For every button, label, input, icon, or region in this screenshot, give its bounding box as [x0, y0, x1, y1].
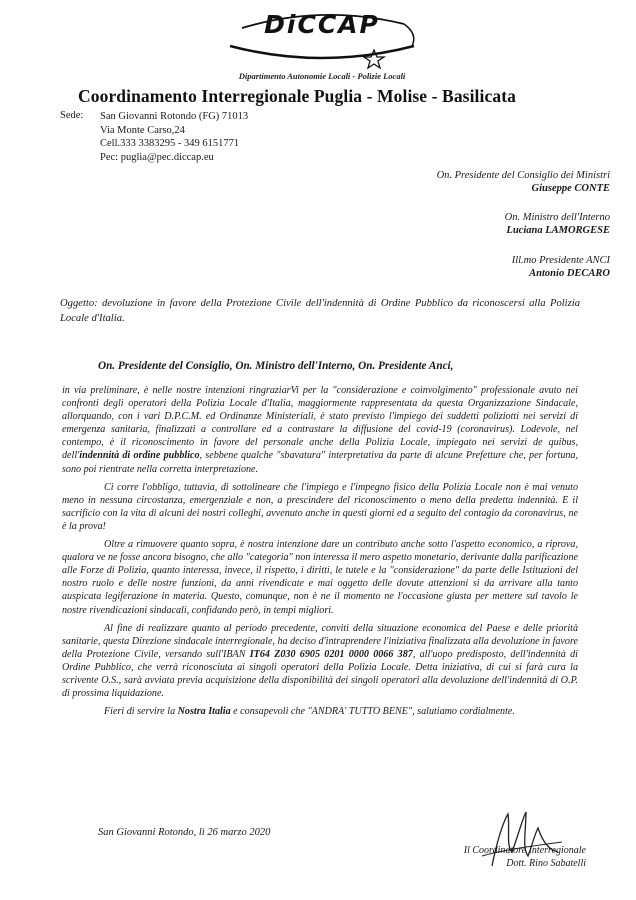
- sede-line: San Giovanni Rotondo (FG) 71013: [100, 111, 249, 122]
- body-text: , all'uopo predisposto, dell'indennità di Ordine Pubblico, che verrà riconosciuta ai singoli operatori della Polizia Locale. Detta iniziativa, di cui si farà cura la scrivente O.S., sarà avviata previa acquisizione della disponibilità dei singoli operatori alla devoluzione dell'indennità di O.P. di prossima liquidazione.: [62, 648, 578, 700]
- recipient-title: On. Presidente del Consiglio dei Ministri: [436, 170, 610, 181]
- recipient-name: Luciana LAMORGESE: [506, 224, 610, 236]
- recipient-title: Ill.mo Presidente ANCI: [511, 255, 610, 266]
- body-paragraph: [62, 384, 578, 476]
- recipient-title: On. Ministro dell'Interno: [504, 212, 610, 223]
- letterhead-heading: Coordinamento Interregionale Puglia - Molise - Basilicata: [78, 86, 516, 106]
- department-subtitle: Dipartimento Autonomie Locali - Polizie Locali: [238, 71, 406, 81]
- place-date: San Giovanni Rotondo, lì 26 marzo 2020: [98, 827, 271, 838]
- sede-label: Sede:: [60, 110, 84, 121]
- sede-line: Cell.333 3383295 - 349 6151771: [100, 138, 240, 150]
- signatory-block: [464, 844, 586, 870]
- body-bold-text: indennità di ordine pubblico: [79, 450, 200, 462]
- iban-text: IT64 Z030 6905 0201 0000 0066 387: [249, 648, 413, 660]
- recipient-block: [512, 255, 610, 280]
- subject-line: Oggetto: devoluzione in favore della Protezione Civile dell'indennità di Ordine Pubblico da riconoscersi alla Polizia Locale d'Italia.: [60, 298, 580, 324]
- signatory-role: Il Coordinatore Interregionale: [463, 845, 586, 856]
- diccap-logo: [222, 6, 422, 72]
- body-paragraph: [62, 622, 578, 701]
- body-paragraph: Ci corre l'obbligo, tuttavia, di sottolineare che l'impiego e l'impegno fisico della Polizia Locale non è mai venuto meno in nessuna circostanza, emergenziale e non, a prescindere del riconoscimento o meno della predetta indennità. E il sacrificio con la vita di alcuni dei nostri colleghi, avvenuto anche in questi giorni ed a seguito del contagio da coronavirus, ne è la prova!: [62, 481, 578, 532]
- body-text: , sebbene qualche "sbavatura" interpretativa da parte di alcune Prefetture che, per fortuna, sono poi rientrate nella corretta interpretazione.: [62, 450, 579, 475]
- body-text: in via preliminare, è nelle nostre intenzioni ringraziarVi per la "considerazione e coinvolgimento" professionale avuto nei confronti degli operatori della Polizia Locale d'Italia, maggiormente rappresentata da questa Organizzazione Sindacale, allorquando, con i vari D.P.C.M. ed Ordinanze Ministeriali, è stato previsto l'impiego dei suddetti poliziotti nei servizi di emergenza sanitaria, finalizzati a controllare ed a contrastare la diffusione del covid-19 (coronavirus). Lodevole, nel contempo, è il riconoscimento in favore del personale anche della Polizia Locale, impiegato nei servizi de quibus, dell': [62, 385, 578, 462]
- body-text: e consapevoli che "ANDRA' TUTTO BENE", salutiamo cordialmente.: [230, 706, 515, 718]
- body-paragraph: [62, 705, 578, 718]
- recipient-block: [505, 212, 610, 237]
- body-text: Al fine di realizzare quanto al periodo precedente, conviti della situazione economica del Paese e delle priorità sanitarie, questa Direzione sindacale interregionale, ha deciso d'intraprendere l'iniziativa finalizzata alla devoluzione in favore della Protezione Civile, versando sull'IBAN: [62, 622, 578, 660]
- salutation: On. Presidente del Consiglio, On. Ministro dell'Interno, On. Presidente Anci,: [98, 360, 454, 372]
- body-paragraph: Oltre a rimuovere quanto sopra, è nostra intenzione dare un contributo anche sotto l'aspetto economico, a riprova, qualora ve ne fosse ancora bisogno, che allo "categoria" non interessa il mero aspetto monetario, derivante dalla parificazione alle Forze di Polizia, quanto interessa, invece, il rispetto, i diritti, le tutele e la "considerazione" da parte delle Istituzioni del nostro ruolo e delle nostre funzioni, da anni rivendicate e mai oggetto delle dovute attenzioni si da arrivare alla tanto auspicata legiferazione in materia. Questo, comunque, non è ne il momento ne l'occasione giusta per mettere sul tavolo le nostre rivendicazioni sindacali, confidando però, in tempi migliori.: [62, 539, 578, 616]
- recipient-block: [437, 170, 610, 195]
- sede-line: Pec: puglia@pec.diccap.eu: [100, 151, 214, 163]
- recipient-name: Antonio DECARO: [529, 267, 610, 279]
- sede-address: [100, 110, 248, 164]
- body-bold-text: Nostra Italia: [177, 706, 231, 718]
- letter-body: [62, 384, 578, 718]
- recipient-name: Giuseppe CONTE: [531, 182, 610, 194]
- logo-text: DiCCAP: [264, 10, 380, 39]
- sede-line: Via Monte Carso,24: [100, 124, 185, 136]
- signatory-name: Dott. Rino Sabatelli: [506, 858, 586, 869]
- body-text: Fieri di servire la: [104, 706, 178, 718]
